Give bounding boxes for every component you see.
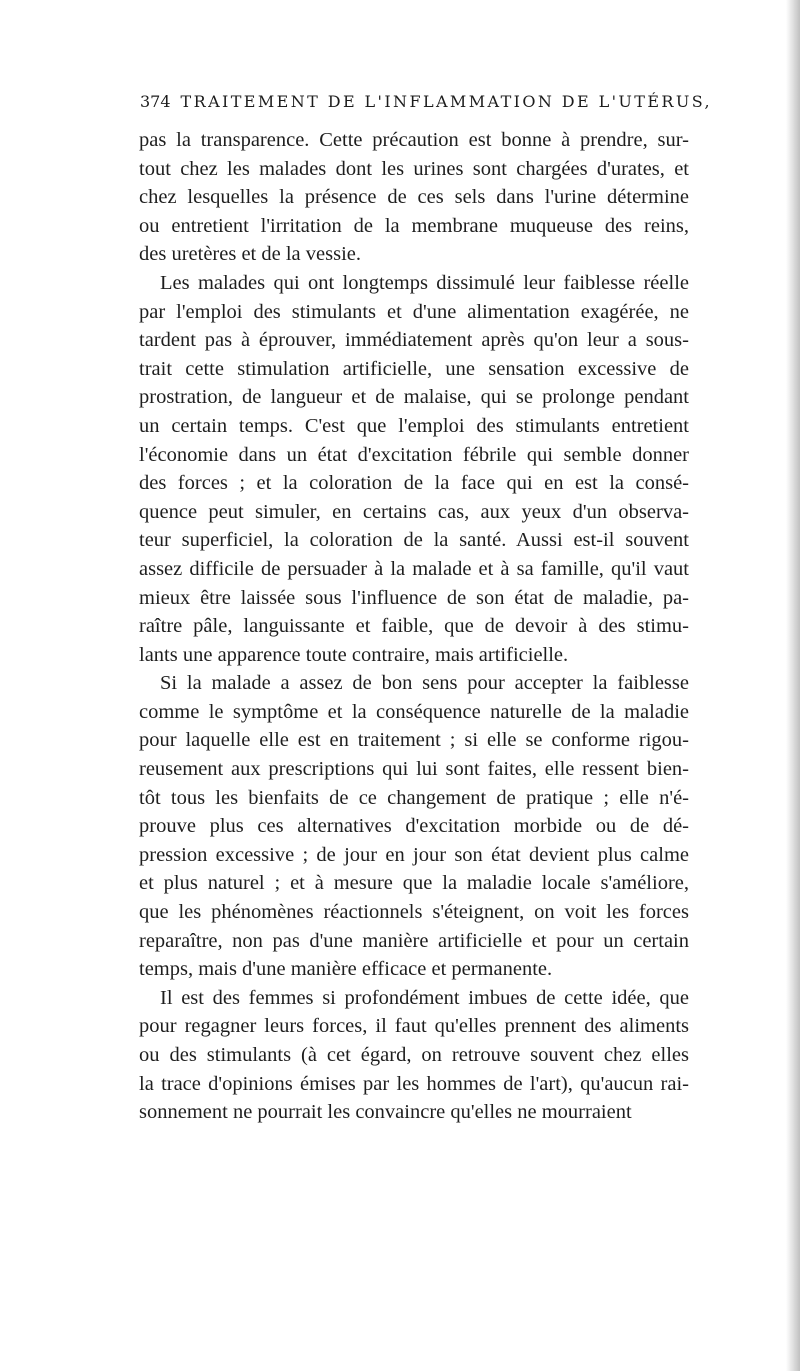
text-line: mieux être laissée sous l'influence de son état de maladie, pa- bbox=[139, 586, 689, 609]
text-line: reparaître, non pas d'une manière artificielle et pour un certain bbox=[139, 929, 689, 952]
text-line: des uretères et de la vessie. bbox=[139, 243, 361, 266]
paragraph bbox=[139, 126, 689, 269]
paragraph bbox=[139, 269, 689, 669]
text-line: lants une apparence toute contraire, mais artificielle. bbox=[139, 643, 569, 666]
text-line: quence peut simuler, en certains cas, aux yeux d'un observa- bbox=[139, 500, 689, 523]
text-line: des forces ; et la coloration de la face qui en est la consé- bbox=[139, 472, 689, 495]
text-line: un certain temps. C'est que l'emploi des stimulants entretient bbox=[139, 414, 689, 437]
text-line: que les phénomènes réactionnels s'éteignent, on voit les forces bbox=[139, 901, 689, 924]
text-line: la trace d'opinions émises par les hommes de l'art), qu'aucun rai- bbox=[139, 1072, 689, 1095]
text-line: comme le symptôme et la conséquence naturelle de la maladie bbox=[139, 700, 689, 723]
page-number: 374 bbox=[140, 92, 171, 111]
text-line: ou des stimulants (à cet égard, on retrouve souvent chez elles bbox=[139, 1044, 689, 1066]
text-line: temps, mais d'une manière efficace et permanente. bbox=[139, 958, 553, 981]
text-line: et plus naturel ; et à mesure que la maladie locale s'améliore, bbox=[139, 872, 689, 895]
running-title: TRAITEMENT DE L'INFLAMMATION DE L'UTÉRUS, bbox=[180, 92, 713, 111]
text-line: tout chez les malades dont les urines sont chargées d'urates, et bbox=[139, 157, 689, 180]
text-line: teur superficiel, la coloration de la santé. Aussi est-il souvent bbox=[139, 529, 689, 552]
paragraph bbox=[139, 669, 689, 984]
text-line: ou entretient l'irritation de la membrane muqueuse des reins, bbox=[139, 214, 689, 237]
text-line: tardent pas à éprouver, immédiatement après qu'on leur a sous- bbox=[139, 329, 689, 352]
body-text bbox=[139, 126, 689, 1127]
text-line: par l'emploi des stimulants et d'une alimentation exagérée, ne bbox=[139, 300, 689, 323]
text-line: sonnement ne pourrait les convaincre qu'elles ne mourraient bbox=[139, 1101, 632, 1124]
text-line: l'économie dans un état d'excitation fébrile qui semble donner bbox=[139, 443, 689, 466]
text-line: Il est des femmes si profondément imbues de cette idée, que bbox=[160, 986, 689, 1009]
text-line: pour laquelle elle est en traitement ; si elle se conforme rigou- bbox=[139, 729, 689, 752]
text-line: prostration, de langueur et de malaise, qui se prolonge pendant bbox=[139, 386, 689, 409]
paragraph bbox=[139, 984, 689, 1127]
text-line: chez lesquelles la présence de ces sels dans l'urine détermine bbox=[139, 186, 689, 209]
text-line: Les malades qui ont longtemps dissimulé leur faiblesse réelle bbox=[160, 271, 689, 294]
page-edge-shadow bbox=[786, 0, 800, 1371]
text-line: assez difficile de persuader à la malade et à sa famille, qu'il vaut bbox=[139, 557, 689, 580]
text-line: tôt tous les bienfaits de ce changement de pratique ; elle n'é- bbox=[139, 786, 689, 809]
text-line: pour regagner leurs forces, il faut qu'elles prennent des aliments bbox=[139, 1015, 689, 1038]
text-line: raître pâle, languissante et faible, que de devoir à des stimu- bbox=[139, 615, 689, 638]
text-line: Si la malade a assez de bon sens pour accepter la faiblesse bbox=[160, 672, 689, 695]
text-line: pas la transparence. Cette précaution est bonne à prendre, sur- bbox=[139, 129, 689, 151]
text-line: prouve plus ces alternatives d'excitation morbide ou de dé- bbox=[139, 815, 689, 838]
text-line: reusement aux prescriptions qui lui sont faites, elle ressent bien- bbox=[139, 758, 689, 781]
text-line: trait cette stimulation artificielle, une sensation excessive de bbox=[139, 357, 689, 380]
text-line: pression excessive ; de jour en jour son état devient plus calme bbox=[139, 843, 689, 866]
running-head bbox=[140, 92, 713, 120]
